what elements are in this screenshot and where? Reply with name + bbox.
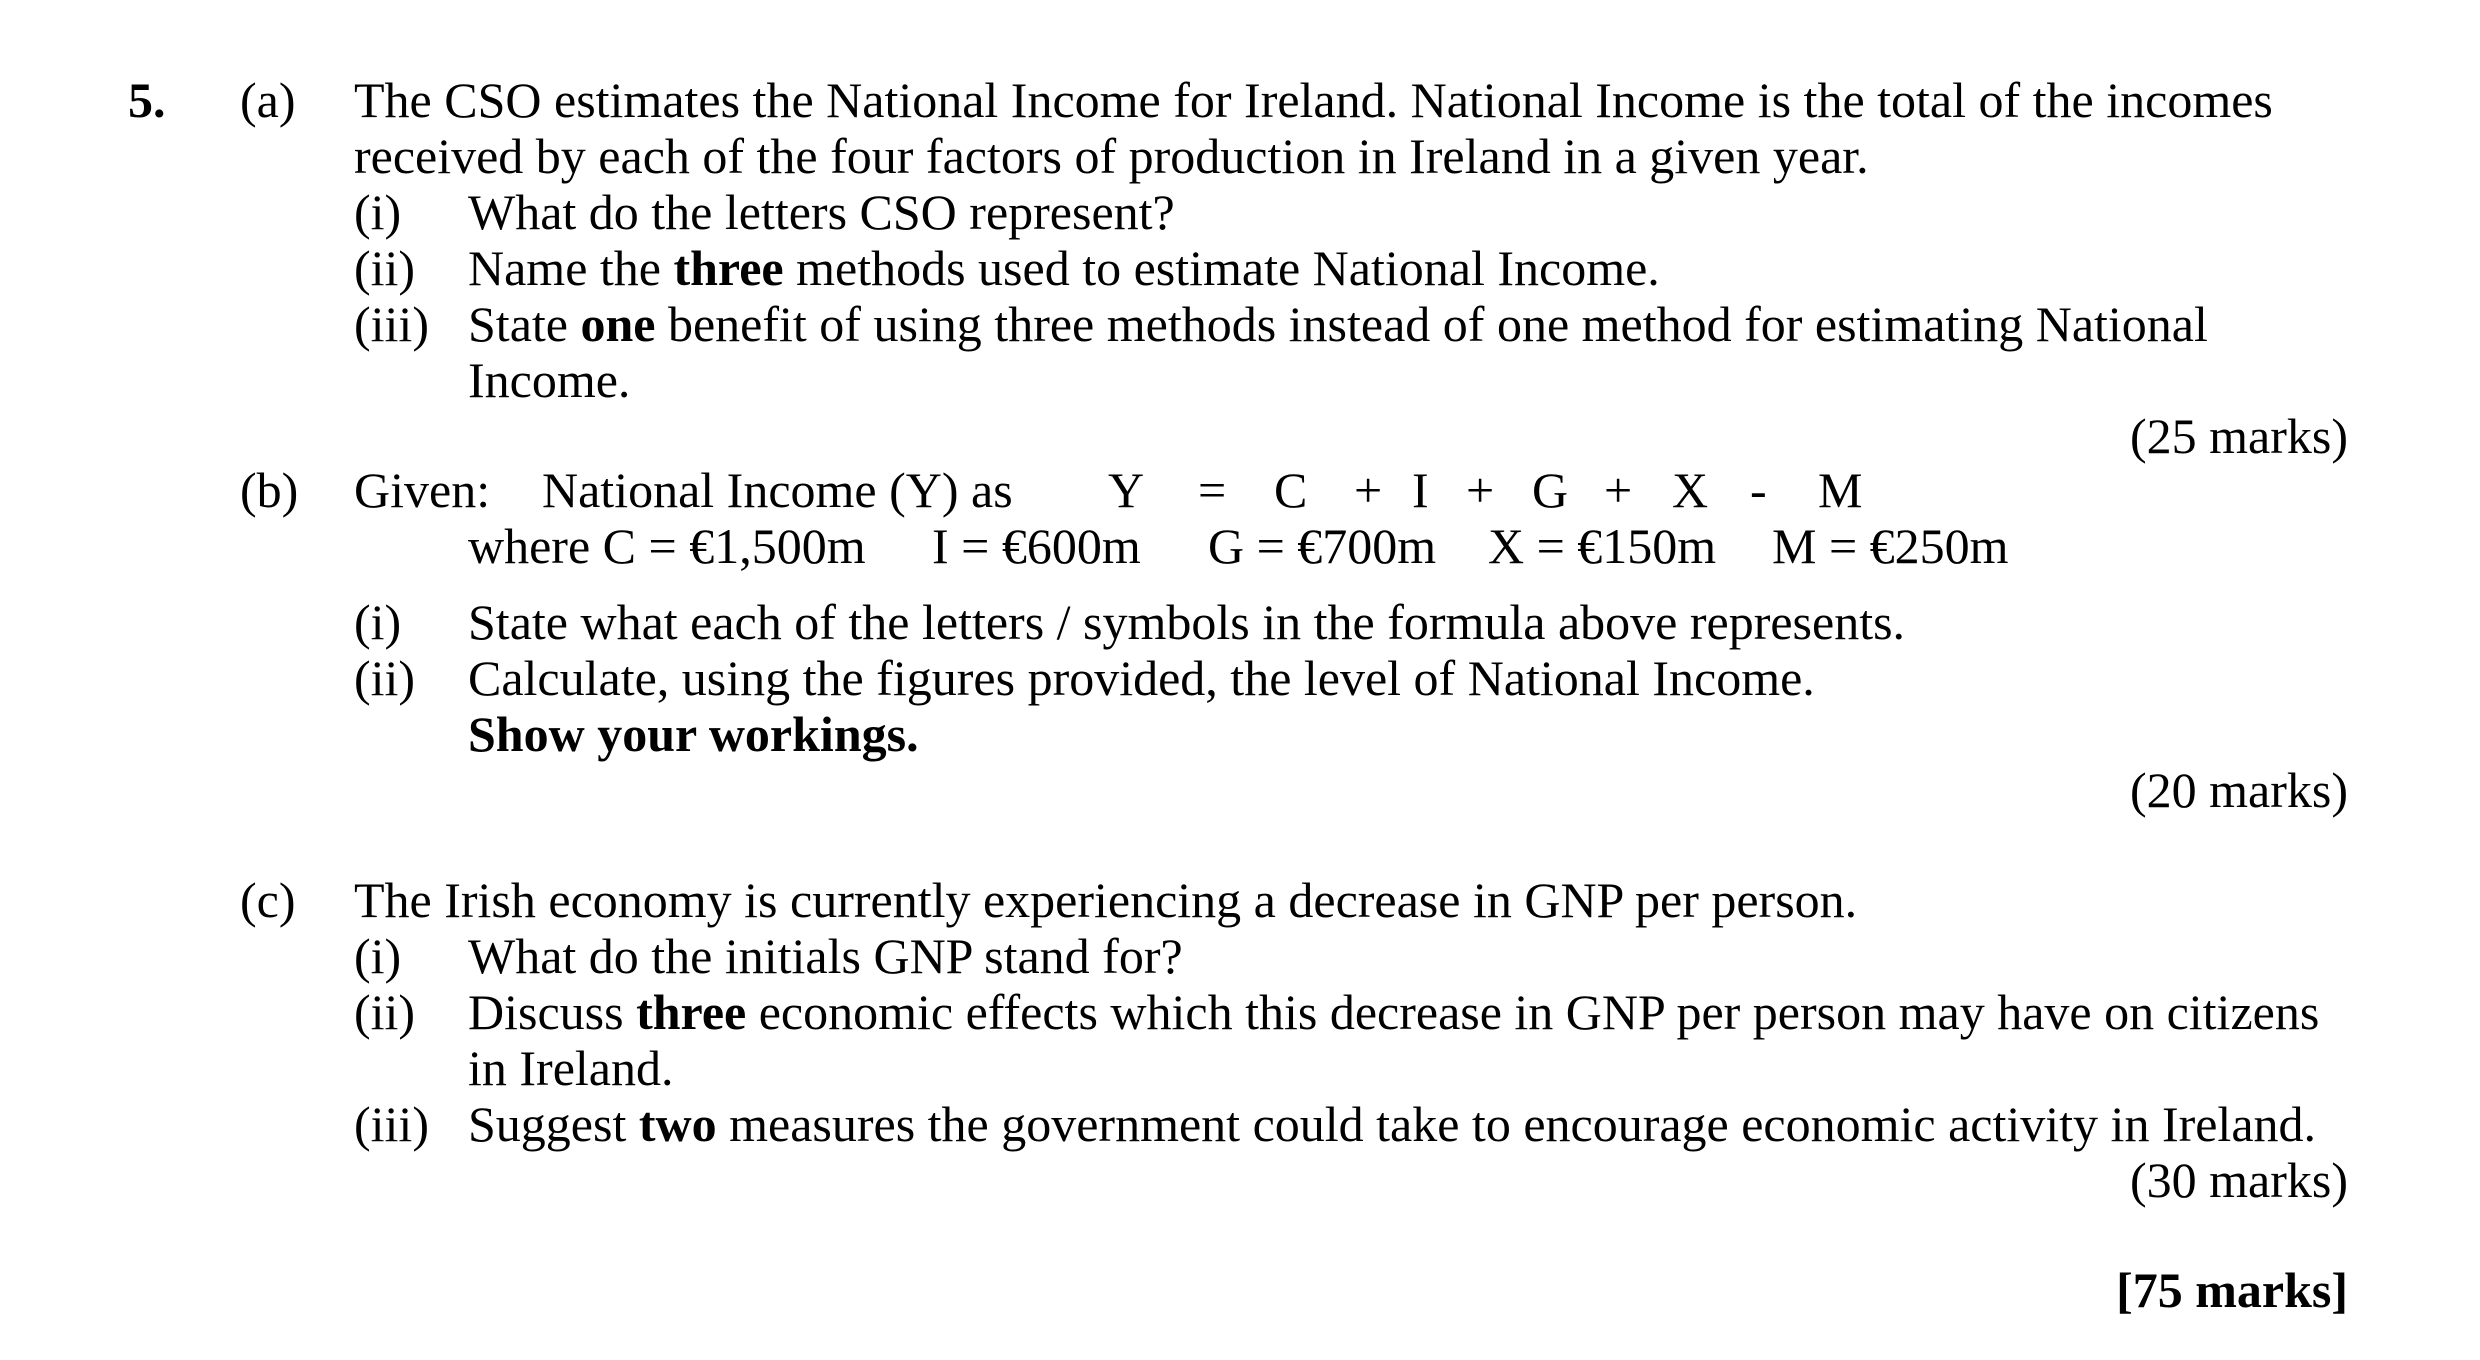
formula-m: M [1818,462,1863,518]
part-c-ii-text [468,984,2319,1040]
part-c-marks: (30 marks) [2130,1152,2348,1208]
part-c-i-text: What do the initials GNP stand for? [468,928,1183,984]
value-i: I = €600m [932,518,1141,574]
part-a-iii-text [468,296,2208,352]
part-a-iii-label: (iii) [354,296,429,352]
part-a-i-text: What do the letters CSO represent? [468,184,1175,240]
question-number: 5. [128,72,166,128]
part-c-intro: The Irish economy is currently experiencing a decrease in GNP per person. [354,872,1858,928]
part-c-ii-post: economic effects which this decrease in GNP per person may have on citizens [746,984,2320,1040]
part-b-ii-text: Calculate, using the figures provided, the level of National Income. [468,650,1815,706]
part-c-iii-text [468,1096,2316,1152]
formula-minus: - [1750,462,1767,518]
value-x: X = €150m [1488,518,1717,574]
part-a-label: (a) [240,72,296,128]
formula-y: Y [1108,462,1145,518]
formula-i: I [1412,462,1429,518]
part-b-i-text: State what each of the letters / symbols in the formula above represents. [468,594,1906,650]
part-c-iii-post: measures the government could take to encourage economic activity in Ireland. [716,1096,2317,1152]
formula-c: C [1274,462,1308,518]
part-a-iii-line2: Income. [468,352,631,408]
part-a-intro-line1: The CSO estimates the National Income for Ireland. National Income is the total of the incomes [354,72,2273,128]
formula-plus-1: + [1354,462,1383,518]
part-c-iii-label: (iii) [354,1096,429,1152]
part-b-i-label: (i) [354,594,402,650]
part-a-marks: (25 marks) [2130,408,2348,464]
part-c-ii-line2: in Ireland. [468,1040,674,1096]
part-b-ii-bold-line: Show your workings. [468,706,919,762]
part-b-marks: (20 marks) [2130,762,2348,818]
part-b-label: (b) [240,462,299,518]
part-c-ii-label: (ii) [354,984,416,1040]
part-a-ii-label: (ii) [354,240,416,296]
formula-g: G [1532,462,1569,518]
formula-plus-3: + [1604,462,1633,518]
part-c-ii-bold: three [636,984,747,1040]
part-a-ii-pre: Name the [468,240,674,296]
part-c-label: (c) [240,872,296,928]
part-a-ii-post: methods used to estimate National Income. [783,240,1660,296]
formula-x: X [1672,462,1709,518]
part-b-given: Given: [354,462,491,518]
part-a-ii-text [468,240,1660,296]
where-c-value: where C = €1,500m [468,518,866,574]
formula-label: National Income (Y) as [542,462,1013,518]
part-a-iii-bold: one [580,296,656,352]
part-a-ii-bold: three [673,240,784,296]
part-a-intro-line2: received by each of the four factors of production in Ireland in a given year. [354,128,1869,184]
part-a-iii-post: benefit of using three methods instead of one method for estimating National [655,296,2208,352]
value-m: M = €250m [1772,518,2009,574]
part-c-iii-bold: two [638,1096,717,1152]
part-b-ii-label: (ii) [354,650,416,706]
formula-equals: = [1198,462,1227,518]
value-g: G = €700m [1208,518,1437,574]
part-a-i-label: (i) [354,184,402,240]
part-a-iii-pre: State [468,296,581,352]
part-c-i-label: (i) [354,928,402,984]
formula-plus-2: + [1466,462,1495,518]
part-c-iii-pre: Suggest [468,1096,639,1152]
total-marks: [75 marks] [2116,1262,2348,1318]
part-c-ii-pre: Discuss [468,984,637,1040]
